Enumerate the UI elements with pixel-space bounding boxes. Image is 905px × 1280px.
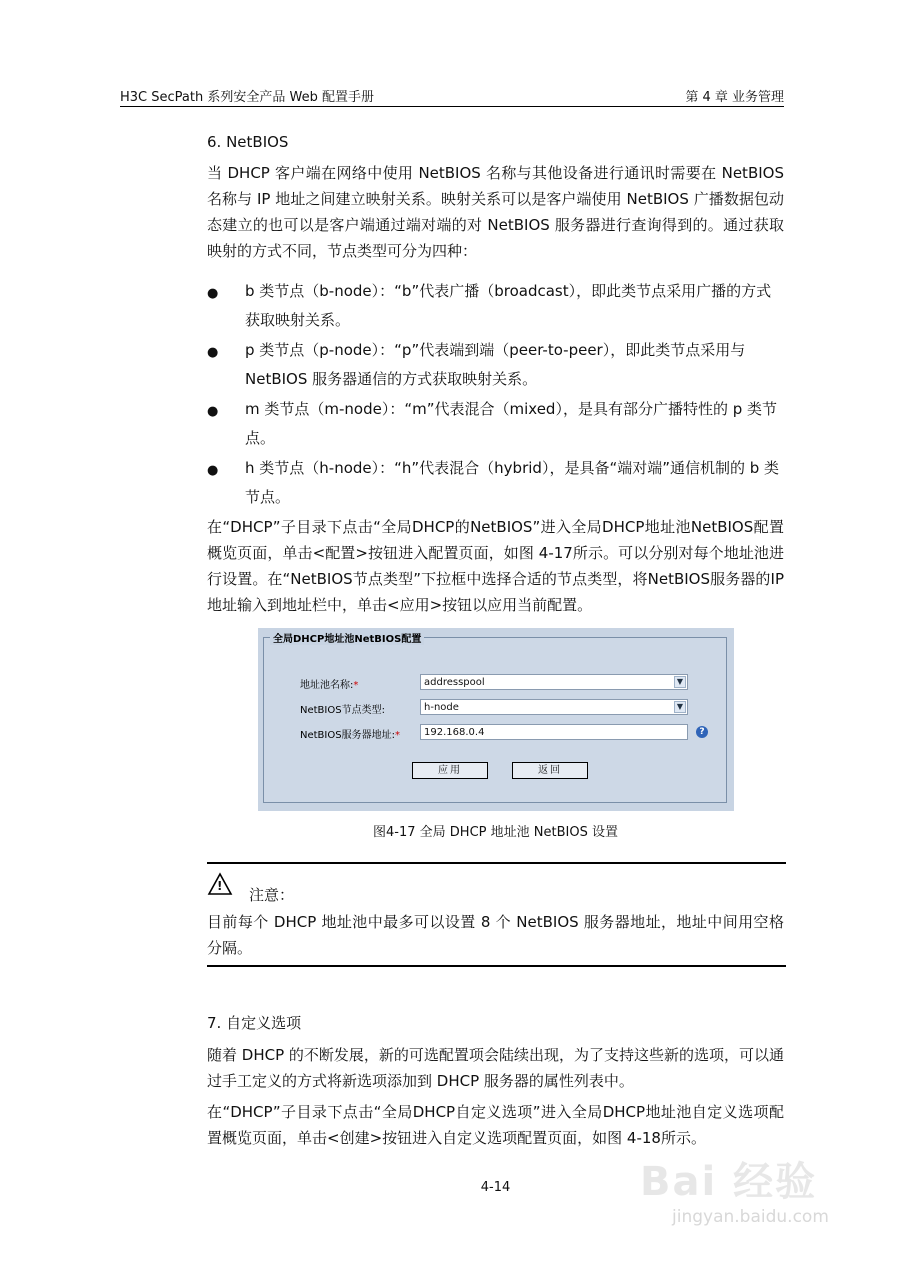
bullet-icon: ●: [207, 286, 219, 301]
node-type-select[interactable]: [420, 699, 688, 715]
fieldset-legend: 全局DHCP地址池NetBIOS配置: [270, 630, 424, 645]
server-address-input[interactable]: [420, 724, 688, 740]
header-title: H3C SecPath 系列安全产品 Web 配置手册: [120, 90, 374, 105]
apply-button[interactable]: 应用: [412, 762, 488, 779]
chevron-down-icon[interactable]: ▼: [674, 676, 686, 688]
pool-name-label-text: 地址池名称:: [300, 680, 354, 691]
header-divider: [120, 106, 784, 107]
section-7-title: 7. 自定义选项: [207, 1014, 302, 1032]
warning-icon: [207, 872, 233, 896]
pool-name-value: addresspool: [424, 677, 485, 688]
note-top-rule: [207, 862, 786, 864]
chevron-down-icon[interactable]: ▼: [674, 701, 686, 713]
warning-icon-glyph: !: [217, 879, 223, 893]
node-type-label: NetBIOS节点类型:: [300, 705, 385, 716]
page-number: 4-14: [480, 1180, 511, 1195]
server-address-label-text: NetBIOS服务器地址:: [300, 730, 395, 741]
header-chapter: 第 4 章 业务管理: [685, 90, 784, 105]
section-6-title: 6. NetBIOS: [207, 133, 289, 151]
back-button[interactable]: 返回: [512, 762, 588, 779]
bullet-h-node: h 类节点（h-node）：“h”代表混合（hybrid），是具备“端对端”通信机制的 b 类节点。: [245, 459, 780, 506]
bullet-m-node: m 类节点（m-node）：“m”代表混合（mixed），是具有部分广播特性的 p 类节点。: [245, 400, 777, 447]
bullet-p-node: p 类节点（p-node）：“p”代表端到端（peer-to-peer），即此类节点采用与 NetBIOS 服务器通信的方式获取映射关系。: [245, 341, 746, 388]
help-icon[interactable]: ?: [696, 726, 708, 738]
netbios-config-fieldset: [263, 634, 727, 803]
section-6-instruction: 在“DHCP”子目录下点击“全局DHCP的NetBIOS”进入全局DHCP地址池NetBIOS配置概览页面，单击<配置>按钮进入配置页面，如图 4-17所示。可以分别对每个地址池进行设置。在“NetBIOS节点类型”下拉框中选择合适的节点类型，将NetBIOS服务器的IP地址输入到地址栏中，单击<应用>按钮以应用当前配置。: [207, 518, 784, 614]
server-address-value: 192.168.0.4: [424, 727, 485, 738]
watermark-url: jingyan.baidu.com: [672, 1207, 829, 1227]
section-7-para-1: 随着 DHCP 的不断发展，新的可选配置项会陆续出现，为了支持这些新的选项，可以通过手工定义的方式将新选项添加到 DHCP 服务器的属性列表中。: [207, 1046, 784, 1090]
figure-caption: 图4-17 全局 DHCP 地址池 NetBIOS 设置: [373, 825, 618, 840]
note-title: 注意：: [249, 886, 295, 904]
bullet-icon: ●: [207, 463, 219, 478]
required-mark: *: [394, 730, 400, 741]
section-7-para-2: 在“DHCP”子目录下点击“全局DHCP自定义选项”进入全局DHCP地址池自定义选项配置概览页面，单击<创建>按钮进入自定义选项配置页面，如图 4-18所示。: [207, 1103, 784, 1147]
server-address-label: [300, 726, 400, 741]
pool-name-label: [300, 676, 358, 691]
bullet-b-node: b 类节点（b-node）：“b”代表广播（broadcast），即此类节点采用广播的方式获取映射关系。: [245, 282, 772, 329]
node-type-value: h-node: [424, 702, 459, 713]
note-bottom-rule: [207, 965, 786, 967]
bullet-icon: ●: [207, 345, 219, 360]
section-6-intro: 当 DHCP 客户端在网络中使用 NetBIOS 名称与其他设备进行通讯时需要在 NetBIOS 名称与 IP 地址之间建立映射关系。映射关系可以是客户端使用 NetBIOS 广播数据包动态建立的也可以是客户端通过端对端的对 NetBIOS 服务器进行查询得到的。通过获取映射的方式不同，节点类型可分为四种：: [207, 164, 784, 260]
bullet-icon: ●: [207, 404, 219, 419]
watermark-logo: Bai 经验: [640, 1159, 818, 1205]
note-body: 目前每个 DHCP 地址池中最多可以设置 8 个 NetBIOS 服务器地址，地址中间用空格分隔。: [207, 913, 784, 957]
required-mark: *: [353, 680, 359, 691]
pool-name-select[interactable]: [420, 674, 688, 690]
netbios-config-panel: [258, 628, 734, 811]
